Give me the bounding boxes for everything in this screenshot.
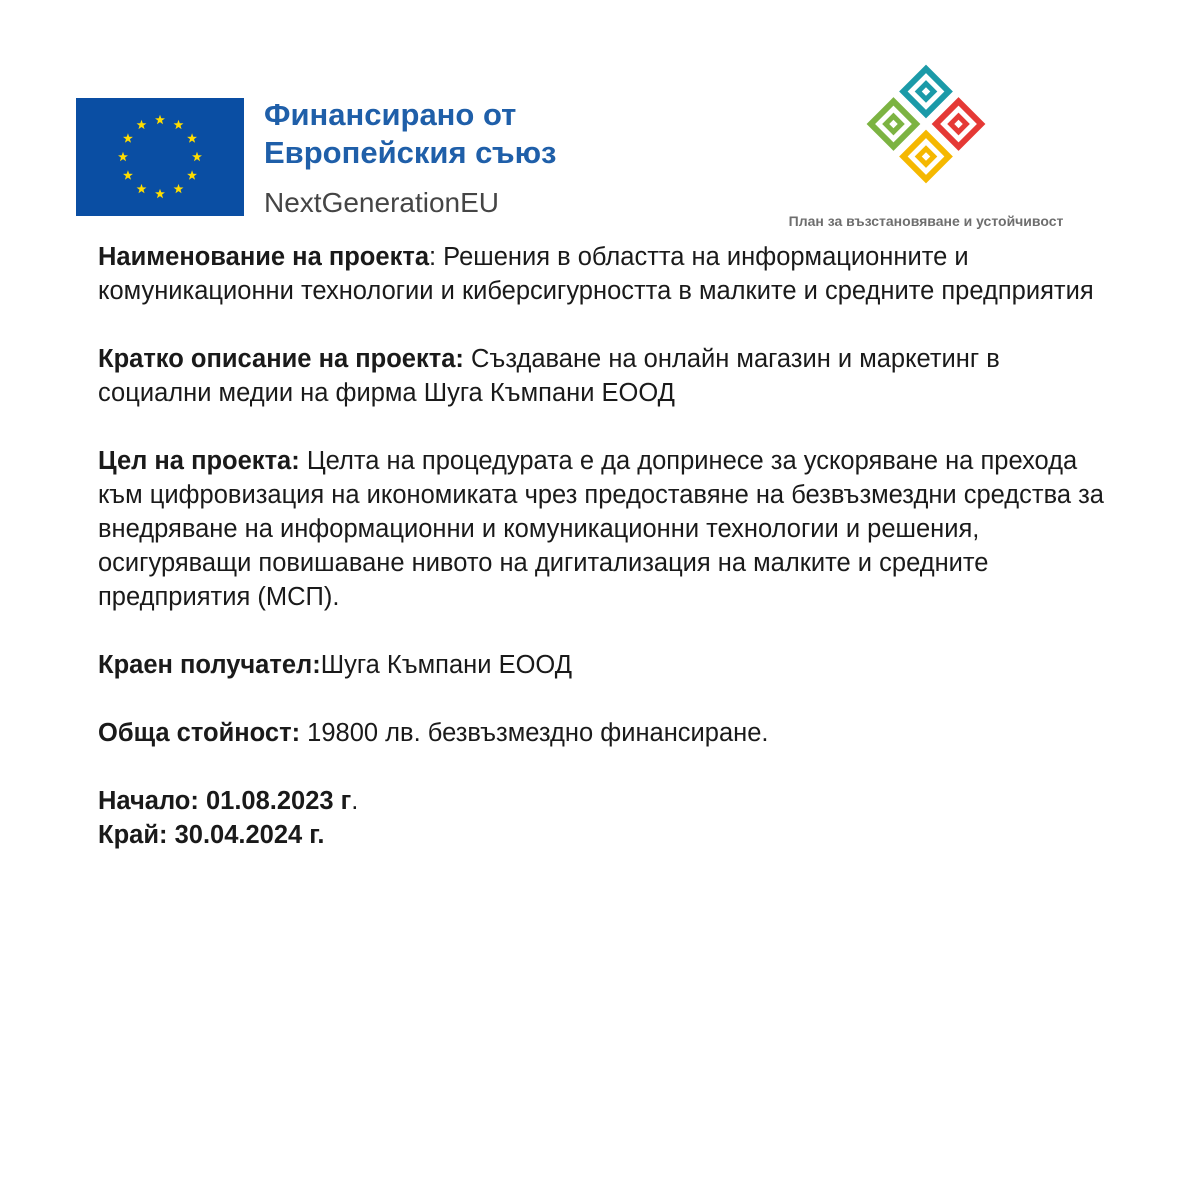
project-goal-label: Цел на проекта:	[98, 447, 300, 475]
project-end-label: Край: 30.04.2024 г.	[98, 821, 325, 849]
recovery-plan-emblem-icon	[860, 58, 992, 190]
project-description	[98, 342, 1108, 410]
project-goal	[98, 444, 1108, 614]
eu-funding-title: Финансирано от Европейския съюз	[264, 97, 557, 170]
project-beneficiary-label: Краен получател:	[98, 651, 321, 679]
project-start-suffix: .	[351, 787, 359, 815]
project-name-value: : Решения в областта на информационните и комуникационни технологии и киберсигурността в малките и средните предприятия	[98, 243, 1094, 305]
project-total-value-label: Обща стойност:	[98, 719, 301, 747]
recovery-plan-caption: План за възстановяване и устойчивост	[788, 213, 1064, 229]
project-start-label: Начало: 01.08.2023 г	[98, 787, 352, 815]
project-beneficiary	[98, 648, 1108, 682]
eu-flag-icon	[76, 98, 244, 216]
project-info	[98, 240, 1108, 852]
project-total-value-amount: 19800 лв. безвъзмездно финансиране.	[300, 719, 769, 747]
project-dates	[98, 784, 1108, 852]
project-beneficiary-value: Шуга Къмпани ЕООД	[320, 651, 572, 679]
project-goal-value: Целта на процедурата е да допринесе за ускоряване на прехода към цифровизация на икономиката чрез предоставяне на безвъзмездни средства за внедряване на информационни и комуникационни технологии и решения, осигуряващи повишаване нивото на дигитализация на малките и средните предприятия (МСП).	[98, 447, 1104, 611]
project-name	[98, 240, 1108, 308]
project-start	[98, 784, 1108, 818]
project-description-value: Създаване на онлайн магазин и маркетинг в социални медии на фирма Шуга Къмпани ЕООД	[98, 345, 1000, 407]
eu-funding-logo	[76, 97, 557, 220]
project-total-value	[98, 716, 1108, 750]
project-name-label: Наименование на проекта	[98, 243, 430, 271]
next-generation-eu-label: NextGenerationEU	[264, 187, 500, 218]
project-end	[98, 818, 1108, 852]
recovery-plan-logo	[756, 58, 1096, 234]
project-description-label: Кратко описание на проекта:	[98, 345, 464, 373]
